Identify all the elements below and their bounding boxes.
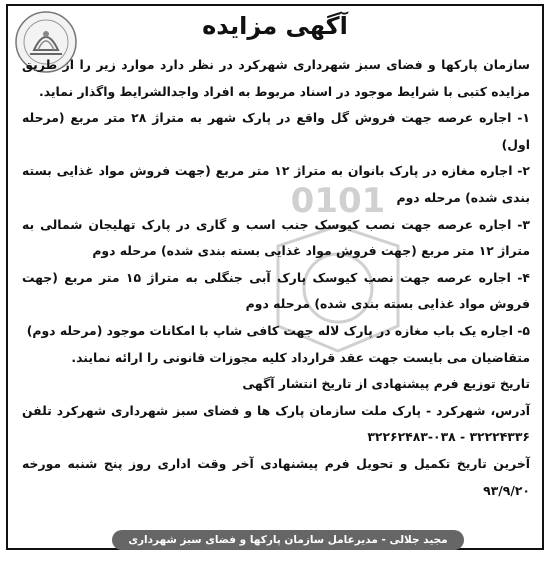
list-item: ۲- اجاره مغازه در پارک بانوان به متراژ ۱۲ متر مربع (جهت فروش مواد غذایی بسته بندی شده) مرحله دوم xyxy=(22,163,530,205)
notice-frame xyxy=(6,4,544,566)
distribution-date: تاریخ توزیع فرم پیشنهادی از تاریخ انتشار آگهی xyxy=(242,376,530,392)
list-item: ۴- اجاره عرصه جهت نصب کیوسک پارک آبی جنگلی به متراژ ۱۵ متر مربع (جهت فروش مواد غذایی بسته بندی شده) مرحله دوم xyxy=(22,269,530,312)
signature-banner: مجید جلالی - مدیرعامل سازمان پارکها و فضای سبز شهرداری شهرکرد xyxy=(112,530,464,550)
list-item: ۳- اجاره عرصه جهت نصب کیوسک جنب اسب و گاری در پارک تهلیجان شمالی به متراژ ۱۲ متر مربع (جهت فروش مواد غذایی بسته بندی شده) مرحله دوم xyxy=(22,216,530,259)
address-line: آدرس، شهرکرد - پارک ملت سازمان پارک ها و فضای سبز شهرداری شهرکرد تلفن ۳۲۲۲۴۳۳۶ - ۰۳۸-۳۲۲۶۲۴۸۳ xyxy=(22,402,530,445)
notice-title: آگهی مزایده xyxy=(202,12,348,40)
list-item: ۵- اجاره یک باب مغازه در پارک لاله جهت کافی شاپ با امکانات موجود (مرحله دوم) xyxy=(26,322,530,338)
intro-paragraph: سازمان پارکها و فضای سبز شهرداری شهرکرد در نظر دارد موارد زیر را از طریق مزایده کتبی با شرایط موجود در اسناد مربوط به افراد واجدالشرایط واگذار نماید. xyxy=(22,57,530,99)
requirements-note: متقاضیان می بایست جهت عقد قرارداد کلیه مجوزات قانونی را ارائه نمایند. xyxy=(71,349,530,365)
list-item: ۱- اجاره عرصه جهت فروش گل واقع در پارک شهر به متراژ ۲۸ متر مربع (مرحله اول) xyxy=(22,110,530,152)
notice-body xyxy=(22,52,530,504)
watermark-text: 0101 xyxy=(290,181,386,221)
deadline-line: آخرین تاریخ تکمیل و تحویل فرم پیشنهادی آخر وقت اداری روز پنج شنبه مورخه ۹۳/۹/۲۰ xyxy=(22,455,530,498)
